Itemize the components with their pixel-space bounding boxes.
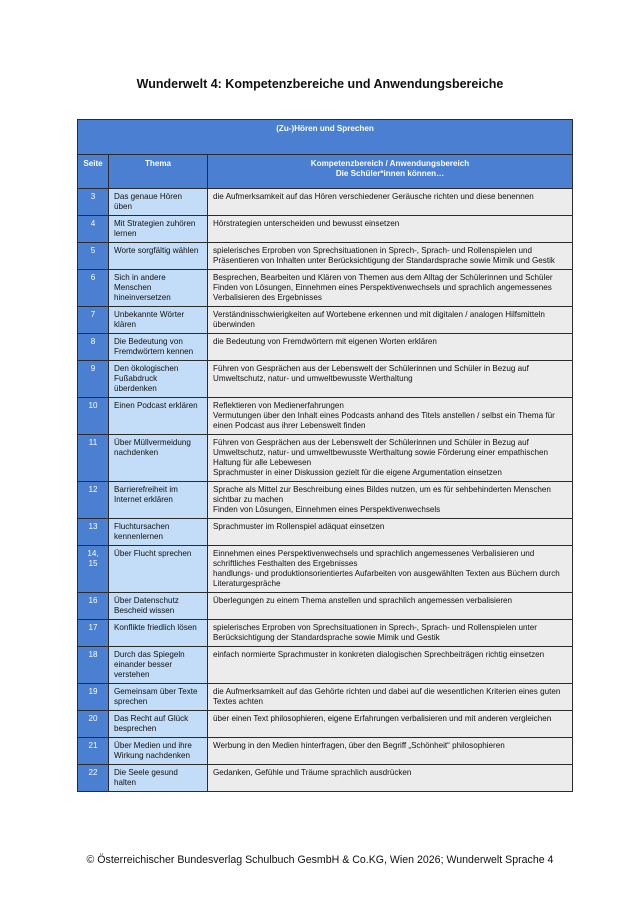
competence-line: über einen Text philosophieren, eigene Erfahrungen verbalisieren und mit anderen vergleichen [213,714,552,723]
competence-cell [208,361,573,398]
topic-cell: Das Recht auf Glück besprechen [109,711,208,738]
topic-cell: Über Flucht sprechen [109,546,208,593]
page-number-cell: 6 [78,270,109,307]
topic-cell: Einen Podcast erklären [109,398,208,435]
competence-line: Überlegungen zu einem Thema anstellen und sprachlich angemessen verbalisieren [213,596,513,605]
copyright-footer: © Österreichischer Bundesverlag Schulbuch GesmbH & Co.KG, Wien 2026; Wunderwelt Sprache 4 [86,854,554,866]
competence-cell [208,435,573,482]
page-number-cell: 9 [78,361,109,398]
section-header-row [78,120,573,155]
competence-line: Finden von Lösungen, Einnehmen eines Perspektivenwechsels und sprachlich angemessenes Verbalisieren des Ergebnisses [213,283,552,302]
table-row [78,593,573,620]
competence-cell [208,546,573,593]
topic-cell: Sich in andere Menschen hineinversetzen [109,270,208,307]
competence-line: handlungs- und produktionsorientiertes Aufarbeiten von ausgewählten Texten aus Büchern durch Literaturgespräche [213,569,560,588]
page-number-cell: 22 [78,765,109,792]
page-number-cell: 12 [78,482,109,519]
table-row [78,216,573,243]
competence-cell [208,738,573,765]
page-number-cell: 18 [78,647,109,684]
competence-line: Reflektieren von Medienerfahrungen [213,401,344,410]
topic-cell: Den ökologischen Fußabdruck überdenken [109,361,208,398]
table-body [78,189,573,792]
column-header-row [78,155,573,189]
competence-cell [208,216,573,243]
page-number-cell: 14, 15 [78,546,109,593]
table-row [78,765,573,792]
table-row [78,684,573,711]
competence-line: Führen von Gesprächen aus der Lebenswelt der Schülerinnen und Schüler in Bezug auf Umweltschutz, natur- und umweltbewusste Werthaltung [213,364,529,383]
table-row [78,398,573,435]
page-title: Wunderwelt 4: Kompetenzbereiche und Anwendungsbereiche [136,77,504,91]
section-title: (Zu-)Hören und Sprechen [78,120,573,155]
competence-line: spielerisches Erproben von Sprechsituationen in Sprech-, Sprach- und Rollenspielen unter Berücksichtigung der Standardsprache sowie Mimik und Gestik [213,623,537,642]
page-number-cell: 4 [78,216,109,243]
competence-cell [208,620,573,647]
competence-line: die Aufmerksamkeit auf das Hören verschiedener Geräusche richten und diese benennen [213,192,534,201]
topic-cell: Unbekannte Wörter klären [109,307,208,334]
table-row [78,189,573,216]
page-number-cell: 19 [78,684,109,711]
topic-cell: Über Datenschutz Bescheid wissen [109,593,208,620]
page-number-cell: 11 [78,435,109,482]
competence-cell [208,307,573,334]
column-header-competence-line2: Die Schüler*innen können… [335,169,445,178]
table-row [78,620,573,647]
table-row [78,546,573,593]
competence-cell [208,765,573,792]
table-row [78,243,573,270]
topic-cell: Die Seele gesund halten [109,765,208,792]
competence-line: Finden von Lösungen, Einnehmen eines Perspektivenwechsels [213,505,441,514]
competence-table [77,119,573,792]
competence-cell [208,270,573,307]
competence-cell [208,334,573,361]
competence-cell [208,519,573,546]
competence-cell [208,684,573,711]
competence-cell [208,711,573,738]
table-row [78,270,573,307]
competence-cell [208,647,573,684]
competence-line: Hörstrategien unterscheiden und bewusst einsetzen [213,219,400,228]
page-number-cell: 10 [78,398,109,435]
topic-cell: Worte sorgfältig wählen [109,243,208,270]
page-number-cell: 8 [78,334,109,361]
column-header-page: Seite [78,155,109,189]
competence-line: einfach normierte Sprachmuster in konkreten dialogischen Sprechbeiträgen richtig einsetzen [213,650,545,659]
topic-cell: Gemeinsam über Texte sprechen [109,684,208,711]
column-header-topic: Thema [109,155,208,189]
competence-line: die Bedeutung von Fremdwörtern mit eigenen Worten erklären [213,337,437,346]
topic-cell: Fluchtursachen kennenlernen [109,519,208,546]
topic-cell: Das genaue Hören üben [109,189,208,216]
competence-line: Sprache als Mittel zur Beschreibung eines Bildes nutzen, um es für sehbehinderten Menschen sichtbar zu machen [213,485,551,504]
competence-cell [208,482,573,519]
table-row [78,647,573,684]
competence-cell [208,398,573,435]
table-row [78,711,573,738]
page-number-cell: 20 [78,711,109,738]
table-row [78,435,573,482]
competence-line: Werbung in den Medien hinterfragen, über den Begriff „Schönheit“ philosophieren [213,741,505,750]
competence-line: die Aufmerksamkeit auf das Gehörte richten und dabei auf die wesentlichen Kriterien eines guten Textes achten [213,687,561,706]
competence-line: Einnehmen eines Perspektivenwechsels und sprachlich angemessenes Verbalisieren und schriftliches Festhalten des Ergebnisses [213,549,535,568]
competence-line: Verständnisschwierigkeiten auf Wortebene erkennen und mit digitalen / analogen Hilfsmitteln überwinden [213,310,545,329]
topic-cell: Konflikte friedlich lösen [109,620,208,647]
table-row [78,361,573,398]
page-number-cell: 16 [78,593,109,620]
competence-line: spielerisches Erproben von Sprechsituationen in Sprech-, Sprach- und Rollenspielen und Präsentieren von Inhalten unter Berücksichtigung der Standardsprache sowie Mimik und Gestik [213,246,555,265]
competence-line: Sprachmuster in einer Diskussion gezielt für die eigene Argumentation einsetzen [213,468,502,477]
topic-cell: Über Müllvermeidung nachdenken [109,435,208,482]
column-header-competence-line1: Kompetenzbereich / Anwendungsbereich [310,159,470,168]
competence-line: Gedanken, Gefühle und Träume sprachlich ausdrücken [213,768,412,777]
competence-cell [208,243,573,270]
page-number-cell: 5 [78,243,109,270]
table-row [78,482,573,519]
competence-line: Vermutungen über den Inhalt eines Podcasts anhand des Titels anstellen / selbst ein Thema für einen Podcast aus ihrer Lebenswelt finden [213,411,555,430]
topic-cell: Über Medien und ihre Wirkung nachdenken [109,738,208,765]
competence-cell [208,593,573,620]
topic-cell: Barrierefreiheit im Internet erklären [109,482,208,519]
table-row [78,334,573,361]
page-number-cell: 21 [78,738,109,765]
page-number-cell: 13 [78,519,109,546]
competence-cell [208,189,573,216]
page-number-cell: 17 [78,620,109,647]
competence-line: Führen von Gesprächen aus der Lebenswelt der Schülerinnen und Schüler in Bezug auf Umweltschutz, natur- und umweltbewusste Werthaltung sowie Förderung einer empathischen Haltung für alle Lebewesen [213,438,549,467]
table-row [78,307,573,334]
competence-line: Besprechen, Bearbeiten und Klären von Themen aus dem Alltag der Schülerinnen und Schüler [213,273,553,282]
topic-cell: Die Bedeutung von Fremdwörtern kennen [109,334,208,361]
topic-cell: Durch das Spiegeln einander besser verstehen [109,647,208,684]
table-row [78,519,573,546]
column-header-competence [208,155,573,189]
page-number-cell: 3 [78,189,109,216]
topic-cell: Mit Strategien zuhören lernen [109,216,208,243]
table-row [78,738,573,765]
page-number-cell: 7 [78,307,109,334]
competence-line: Sprachmuster im Rollenspiel adäquat einsetzen [213,522,385,531]
